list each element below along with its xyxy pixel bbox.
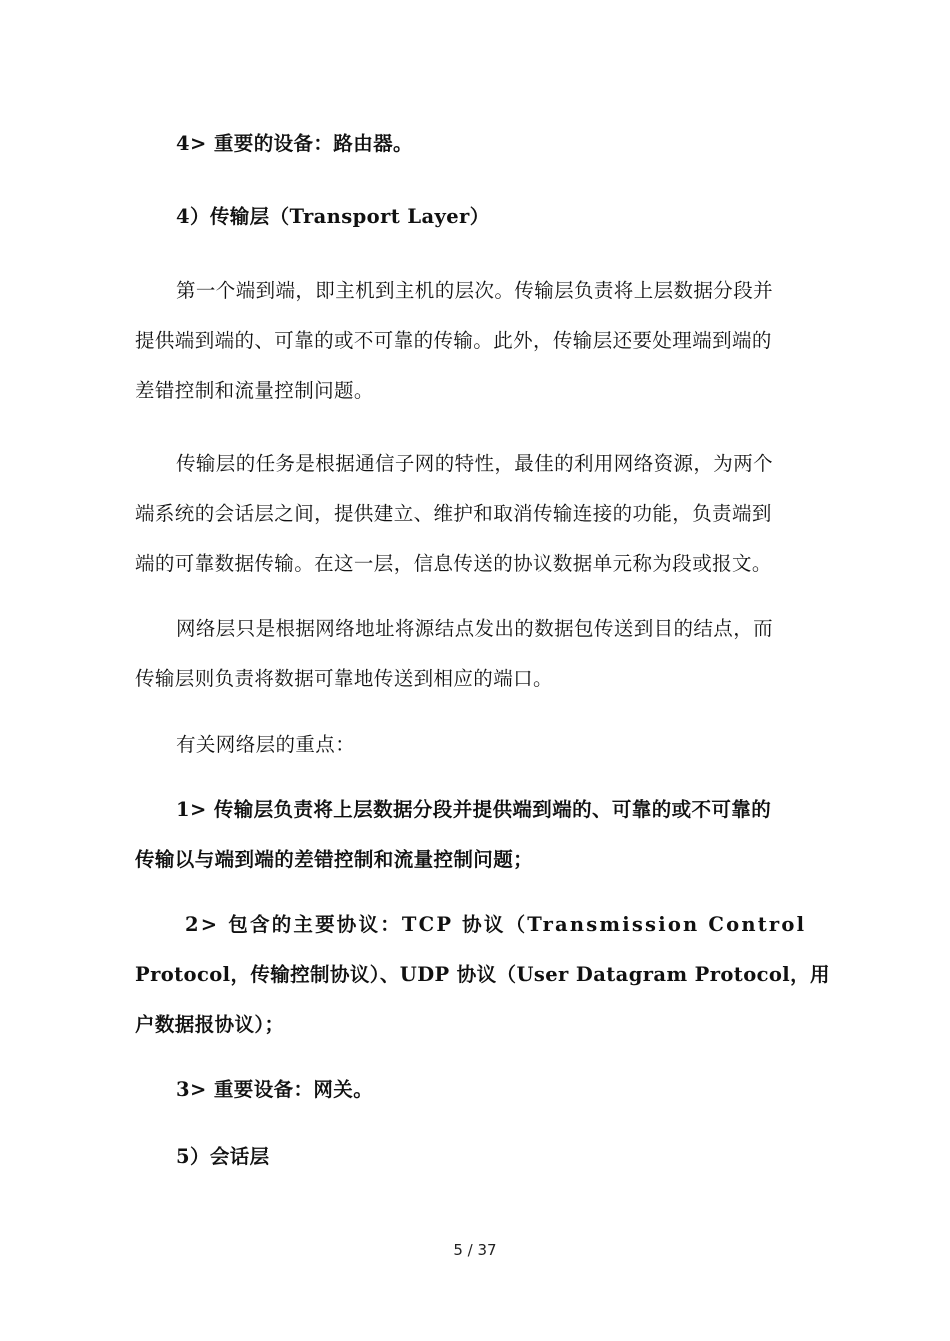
paragraph-2-line-1: 传输层的任务是根据通信子网的特性，最佳的利用网络资源，为两个: [176, 452, 774, 475]
paragraph-1-line-1: 第一个端到端，即主机到主机的层次。传输层负责将上层数据分段并: [176, 279, 774, 302]
paragraph-1-line-3: 差错控制和流量控制问题。: [135, 379, 374, 402]
key-point-1-line-2: 传输以与端到端的差错控制和流量控制问题；: [135, 848, 534, 871]
paragraph-1-line-2: 提供端到端的、可靠的或不可靠的传输。此外，传输层还要处理端到端的: [135, 329, 772, 352]
paragraph-2-line-2: 端系统的会话层之间，提供建立、维护和取消传输连接的功能，负责端到: [135, 502, 772, 525]
key-point-2-line-1: 2> 包含的主要协议：TCP 协议（Transmission Control: [185, 913, 807, 936]
key-points-heading: 有关网络层的重点：: [176, 733, 356, 756]
key-point-1-line-1: 1> 传输层负责将上层数据分段并提供端到端的、可靠的或不可靠的: [176, 798, 772, 821]
bullet-router: 4> 重要的设备：路由器。: [176, 132, 413, 155]
key-point-3: 3> 重要设备：网关。: [176, 1078, 374, 1101]
page-number: 5 / 37: [453, 1241, 497, 1259]
paragraph-3-line-2: 传输层则负责将数据可靠地传送到相应的端口。: [135, 667, 553, 690]
section-heading-session-layer: 5）会话层: [176, 1145, 270, 1168]
paragraph-3-line-1: 网络层只是根据网络地址将源结点发出的数据包传送到目的结点，而: [176, 617, 774, 640]
key-point-2-line-2: Protocol，传输控制协议）、UDP 协议（User Datagram Protocol，用: [135, 963, 830, 986]
key-point-2-line-3: 户数据报协议）；: [135, 1013, 285, 1036]
section-heading-transport-layer: 4）传输层（Transport Layer）: [176, 205, 490, 228]
paragraph-2-line-3: 端的可靠数据传输。在这一层，信息传送的协议数据单元称为段或报文。: [135, 552, 772, 575]
